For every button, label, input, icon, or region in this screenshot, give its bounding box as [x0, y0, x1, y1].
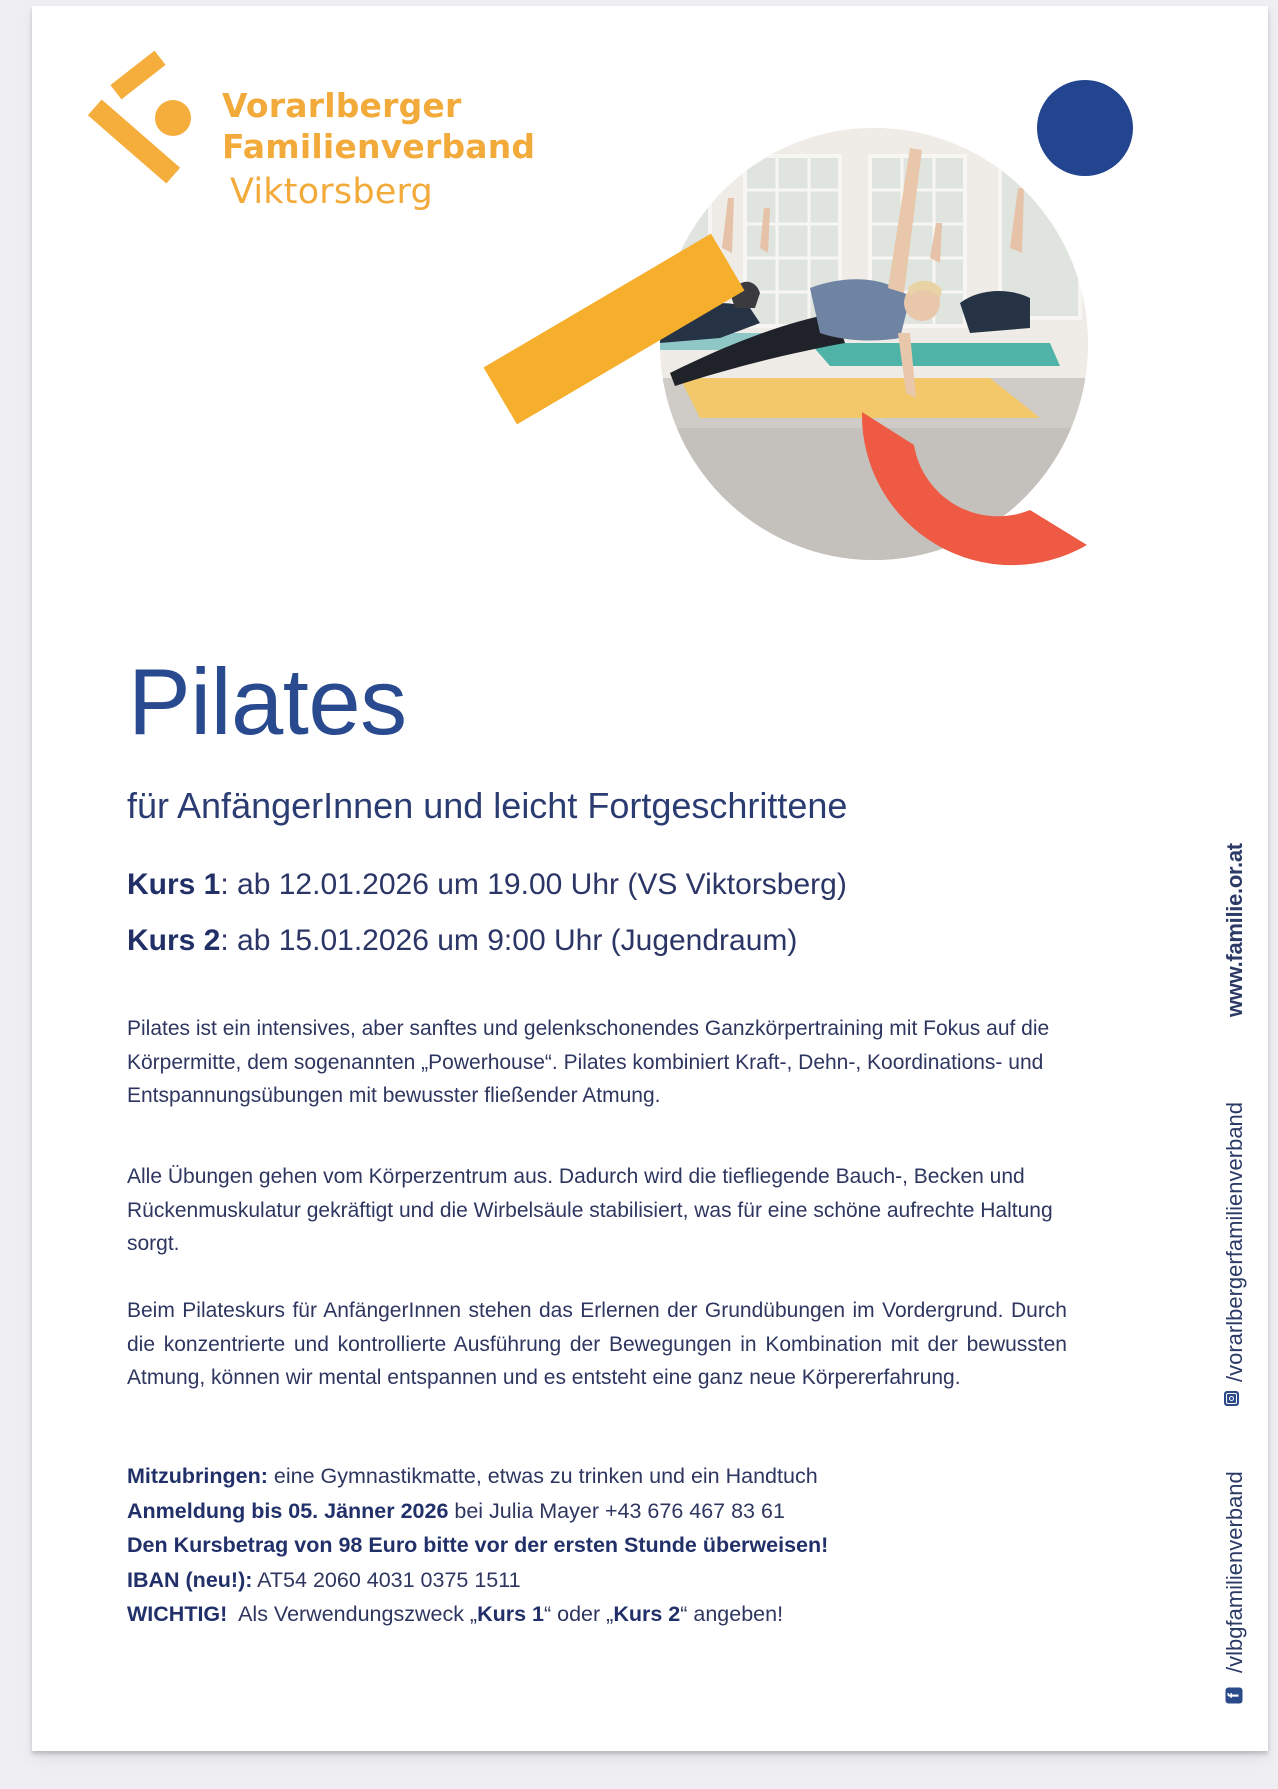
registration-label: Anmeldung bis 05. Jänner 2026: [127, 1498, 449, 1523]
registration-contact: bei Julia Mayer +43 676 467 83 61: [448, 1498, 785, 1523]
instagram-icon: [1224, 1391, 1239, 1406]
iban-line: [127, 1563, 1027, 1598]
important-text-part-1: Als Verwendungszweck „: [227, 1602, 478, 1626]
important-kurs-1: Kurs 1: [477, 1602, 544, 1626]
page-title: Pilates: [128, 649, 407, 754]
iban-value: AT54 2060 4031 0375 1511: [252, 1567, 521, 1592]
bring-along-line: [127, 1459, 1027, 1494]
facebook-handle-link[interactable]: /vlbgfamilienverband: [1222, 1471, 1247, 1673]
brand-name-line-1: Vorarlberger: [222, 86, 462, 125]
important-line: [127, 1597, 1027, 1632]
brand-name-line-2: Familienverband: [222, 127, 536, 166]
instagram-handle-link[interactable]: /vorarlbergerfamilienverband: [1222, 1101, 1247, 1382]
important-kurs-2: Kurs 2: [613, 1602, 681, 1626]
description-paragraph-1: Pilates ist ein intensives, aber sanftes und gelenkschonendes Ganzkörpertraining mit Fokus auf die Körpermitte, dem sogenannten „Powerhouse“. Pilates kombiniert Kraft-, Dehn-, Koordinations- und Entspannungsübungen mit bewusster fließender Atmung.: [127, 1017, 1050, 1107]
payment-note-line: [127, 1528, 1027, 1563]
bring-along-value: eine Gymnastikmatte, etwas zu trinken und ein Handtuch: [267, 1464, 818, 1488]
page-subtitle: für AnfängerInnen und leicht Fortgeschrittene: [127, 785, 848, 826]
course-1: [127, 868, 847, 902]
course-2: [127, 924, 797, 958]
course-2-label: Kurs 2: [127, 924, 221, 957]
course-info: [127, 1459, 1027, 1632]
course-1-details: : ab 12.01.2026 um 19.00 Uhr (VS Viktorsberg): [220, 868, 847, 901]
iban-label: IBAN (neu!):: [127, 1567, 253, 1592]
description-paragraph-3: Beim Pilateskurs für AnfängerInnen stehen das Erlernen der Grundübungen im Vordergrund. Durch die konzentrierte und kontrollierte Ausführung der Bewegungen in Kombination mit der bewussten Atmung, können wir mental entspannen und es entsteht eine ganz neue Körpererfahrung.: [127, 1299, 1067, 1389]
red-arc-decoration: [830, 400, 1100, 620]
facebook-icon: f: [1226, 1688, 1243, 1704]
blue-circle-decoration: [1037, 80, 1133, 176]
course-2-details: : ab 15.01.2026 um 9:00 Uhr (Jugendraum): [220, 924, 798, 957]
important-text-part-2: “ oder „: [544, 1602, 614, 1626]
registration-line: [127, 1494, 1027, 1529]
website-link[interactable]: www.familie.or.at: [1222, 843, 1247, 1017]
important-text-part-3: “ angeben!: [680, 1602, 784, 1626]
important-label: WICHTIG!: [127, 1602, 228, 1626]
description-paragraph-2: Alle Übungen gehen vom Körperzentrum aus. Dadurch wird die tiefliegende Bauch-, Becken und Rückenmuskulatur gekräftigt und die Wirbelsäule stabilisiert, was für eine schöne aufrechte Haltung sorgt.: [127, 1165, 1053, 1255]
bring-along-label: Mitzubringen:: [127, 1464, 268, 1488]
brand-location: Viktorsberg: [230, 172, 433, 212]
course-1-label: Kurs 1: [127, 868, 221, 901]
logo-dot-icon: [155, 100, 191, 136]
payment-note: Den Kursbetrag von 98 Euro bitte vor der ersten Stunde überweisen!: [127, 1533, 829, 1557]
